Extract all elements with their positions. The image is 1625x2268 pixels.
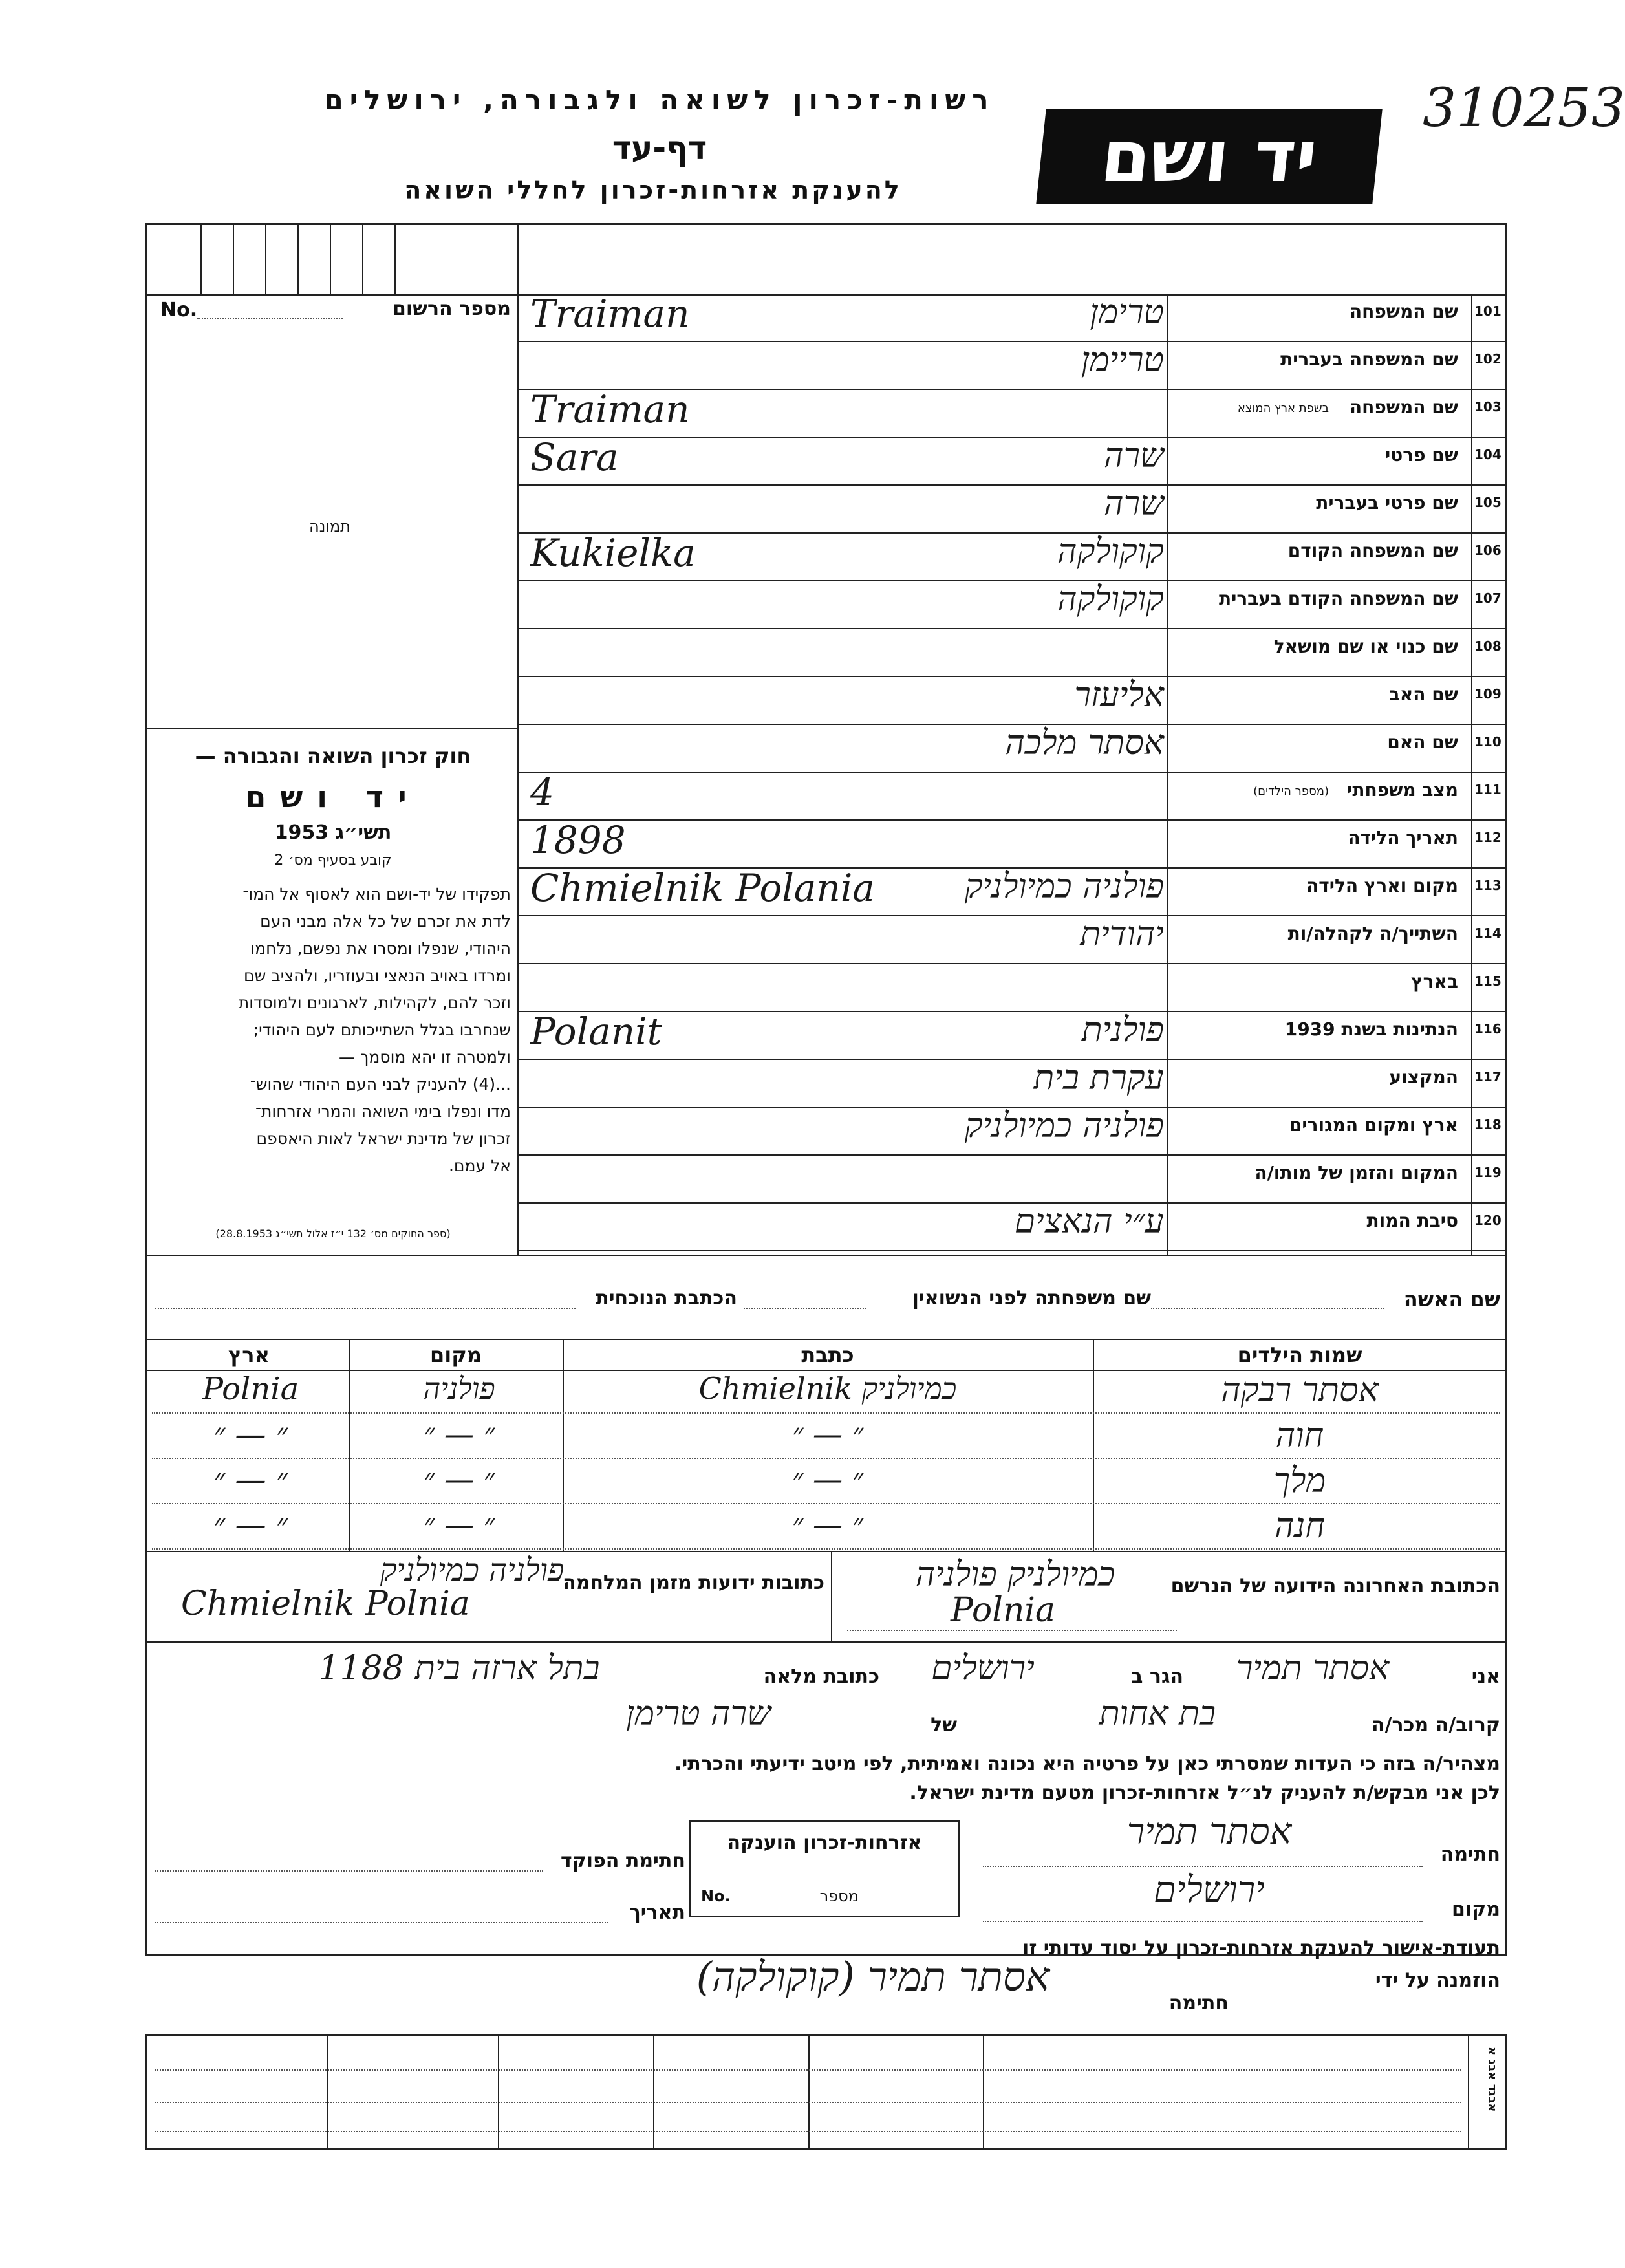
declarant-signature: אסתר תמיר <box>1126 1811 1292 1853</box>
field-row-102 <box>517 342 1507 390</box>
field-value-hebrew: קוקולקה <box>1057 532 1164 571</box>
law-text-10: זכרון של מדינת ישראל לאות היאספם <box>256 1129 511 1148</box>
footer-side-code: אבגד אבג א <box>1485 2047 1499 2112</box>
last-address-hebrew: כמיולניק פולניה <box>915 1555 1115 1594</box>
declarant-i-label: אני <box>1471 1665 1500 1688</box>
child-place: ״ — ״ <box>423 1462 495 1496</box>
declarant-city: ירושלים <box>931 1649 1035 1688</box>
field-value-hebrew: ע״י הנאצים <box>1014 1202 1164 1241</box>
child-address: ״ — ״ <box>791 1416 864 1451</box>
field-row-111 <box>517 770 1507 821</box>
field-value-hebrew: שרה <box>1104 437 1164 475</box>
logo-text: יד ושם <box>1097 115 1322 198</box>
war-address-hebrew: פולניה כמיולניק <box>380 1552 565 1588</box>
law-year: תשי״ג 1953 <box>274 821 392 844</box>
field-label: שם המשפחה הקודם בעברית <box>1218 588 1458 609</box>
field-value-latin: Traiman <box>530 292 690 336</box>
field-value-latin: Sara <box>530 435 619 479</box>
field-label-note: בשפת ארץ המוצא <box>1237 402 1329 415</box>
field-value-hebrew: טרימן <box>1090 293 1164 332</box>
field-label: שם האב <box>1388 684 1458 705</box>
field-number: 113 <box>1474 878 1501 893</box>
field-number: 108 <box>1474 638 1501 654</box>
field-number: 112 <box>1474 830 1501 845</box>
field-value-hebrew: אליעזר <box>1074 676 1164 715</box>
children-header-place: מקום <box>430 1343 482 1367</box>
field-label: הנתינות בשנת 1939 <box>1284 1019 1458 1040</box>
officer-signature-label: חתימת הפוקד <box>561 1850 685 1872</box>
field-row-105 <box>517 486 1507 534</box>
field-row-113 <box>517 866 1507 916</box>
field-number: 101 <box>1474 303 1501 319</box>
child-address: Chmielnik כמיולניק <box>698 1371 957 1406</box>
field-number: 115 <box>1474 973 1501 989</box>
law-text-11: אל עמם. <box>448 1156 511 1175</box>
field-row-118 <box>517 1108 1507 1156</box>
granted-box-title: אזרחות-זכרון הוענקה <box>727 1831 922 1854</box>
authority-title: רשות-זכרון לשואה ולגבורה, ירושלים <box>324 84 995 116</box>
law-text-6: שנחרבו בגלל השתייכותם לעם היהודי; <box>253 1021 511 1039</box>
official-date-label: תאריך <box>629 1901 685 1924</box>
resides-label: הגר ב <box>1131 1665 1183 1688</box>
child-row <box>145 1415 1507 1460</box>
field-row-108 <box>517 629 1507 677</box>
granted-box-number-label: מספר <box>819 1887 859 1905</box>
form-subtitle: להענקת אזרחות-זכרון לחללי השואה <box>404 176 902 204</box>
place-label: מקום <box>1452 1898 1500 1921</box>
current-address-label: הכתבת הנוכחית <box>596 1287 737 1310</box>
field-number: 119 <box>1474 1165 1501 1180</box>
field-row-109 <box>517 677 1507 725</box>
field-label-note: (מספר הילדים) <box>1253 784 1329 798</box>
field-label: מצב משפחתי <box>1347 779 1458 801</box>
field-number: 103 <box>1474 399 1501 415</box>
field-row-115 <box>517 964 1507 1012</box>
child-name: מלך <box>1273 1462 1326 1500</box>
wife-label: שם האשה <box>1403 1287 1500 1312</box>
bottom-grid <box>145 2034 1507 2150</box>
law-clause: קובע בסעיף מס׳ 2 <box>274 852 392 869</box>
field-label: שם המשפחה <box>1349 396 1458 418</box>
field-row-104 <box>517 435 1507 486</box>
law-text-3: היהודי, שנפלו ומסרו את נפשם, נלחמו <box>250 939 511 958</box>
field-number: 102 <box>1474 351 1501 367</box>
law-title: חוק זכרון השואה והגבורה — <box>195 744 471 768</box>
field-row-112 <box>517 818 1507 869</box>
field-label: שם כנוי או שם מושאל <box>1273 636 1458 657</box>
law-text-9: מדו ונפלו בימי השואה והמרי אזרחות־ <box>255 1102 511 1121</box>
child-place: ״ — ״ <box>423 1416 495 1451</box>
child-name: אסתר רבקה <box>1221 1371 1379 1410</box>
law-source: (ספר החוקים מס׳ 132 י״ז אלול תשי״ג 28.8.1953) <box>215 1227 451 1240</box>
field-value-latin: Polanit <box>530 1010 662 1053</box>
field-value-hebrew: פולניה כמיולניק <box>964 1107 1164 1145</box>
law-text-7: ולמטרה זו יהא מוסמך — <box>339 1048 511 1066</box>
field-label: המקצוע <box>1389 1066 1458 1088</box>
field-row-120 <box>517 1204 1507 1251</box>
field-row-103 <box>517 387 1507 438</box>
relation-label: קרוב/ה מכר/ה <box>1371 1714 1500 1736</box>
field-number: 118 <box>1474 1117 1501 1132</box>
archive-number: 310253 <box>1423 78 1625 139</box>
field-number: 107 <box>1474 590 1501 606</box>
field-row-117 <box>517 1060 1507 1108</box>
child-country: ״ — ״ <box>213 1507 288 1543</box>
field-number: 116 <box>1474 1021 1501 1037</box>
field-label: ארץ ומקום המגורים <box>1289 1114 1458 1136</box>
child-place: פולניה <box>423 1371 495 1406</box>
field-number: 104 <box>1474 447 1501 462</box>
field-label: תאריך הלידה <box>1348 827 1458 848</box>
field-label: שם פרטי בעברית <box>1316 492 1458 513</box>
child-address: ״ — ״ <box>791 1462 864 1496</box>
child-name: חנה <box>1274 1507 1326 1546</box>
children-header-country: ארץ <box>228 1343 270 1367</box>
field-value-hebrew: אסתר מלכה <box>1005 724 1164 762</box>
field-label: המקום והזמן של מותו/ה <box>1254 1162 1458 1183</box>
relation-of-name: שרה טרימן <box>625 1694 771 1733</box>
field-label: שם המשפחה בעברית <box>1280 349 1458 370</box>
field-value-hebrew: שרה <box>1104 484 1164 523</box>
law-text-5: וזכר להם, לקהילות, לארגונים ולמוסדות <box>238 993 511 1012</box>
law-text-1: תפקידו של יד-ושם הוא לאסוף אל המו־ <box>242 885 511 903</box>
field-label: השתייך/ה לקהלה/ות <box>1287 923 1458 944</box>
photo-label: תמונה <box>309 517 350 535</box>
declaration-statement-2: לכן אני מבקש/ת להעניק לנ״ל אזרחות-זכרון מטעם מדינת ישראל. <box>909 1782 1500 1804</box>
field-value-hebrew: יהודית <box>1080 915 1164 954</box>
field-value-hebrew: עקרת בית <box>1033 1059 1164 1097</box>
field-row-110 <box>517 725 1507 773</box>
declaration-statement-1: מצהיר/ה בזה כי העדות שמסרתי כאן על פרטיה היא נכונה ואמיתית, לפי מיטב ידיעתי והכרתי. <box>674 1753 1500 1775</box>
citizenship-granted-box <box>689 1820 960 1917</box>
yad-vashem-logo <box>1036 109 1383 204</box>
field-row-116 <box>517 1012 1507 1060</box>
field-label: בארץ <box>1411 971 1458 992</box>
children-header-names: שמות הילדים <box>1237 1343 1362 1367</box>
field-number: 105 <box>1474 495 1501 510</box>
field-number: 120 <box>1474 1213 1501 1228</box>
child-row <box>145 1460 1507 1506</box>
form-title: דף-עד <box>612 129 707 167</box>
child-name: חוה <box>1275 1416 1324 1455</box>
field-value-hebrew: פולניה כמיולניק <box>964 867 1164 906</box>
of-label: של <box>931 1714 957 1736</box>
certificate-signature: אסתר תמיר (קוקולקה) <box>696 1953 1050 2000</box>
last-address-latin: Polnia <box>951 1591 1055 1630</box>
child-address: ״ — ״ <box>791 1507 864 1542</box>
full-address-label: כתובת מלאה <box>763 1665 879 1688</box>
child-row <box>145 1506 1507 1551</box>
field-label: שם המשפחה <box>1349 301 1458 322</box>
law-text-2: לדת את זכרם של כל אלה מבני העם <box>260 912 511 931</box>
declarant-signature-label: חתימה <box>1440 1843 1500 1866</box>
field-label: סיבת המות <box>1366 1210 1458 1231</box>
granted-box-no-label: No. <box>701 1887 731 1905</box>
certificate-line-1: תעודת-אישור להענקת אזרחות-זכרון על יסוד עדותי זו <box>1022 1937 1500 1960</box>
field-number: 110 <box>1474 734 1501 750</box>
law-name: יד ושם <box>245 779 421 814</box>
maiden-name-label: שם משפחתה לפני הנשואין <box>912 1287 1151 1310</box>
field-label: שם המשפחה הקודם <box>1287 540 1458 561</box>
field-value-latin: Traiman <box>530 387 690 431</box>
field-number: 111 <box>1474 782 1501 797</box>
child-country: ״ — ״ <box>213 1462 288 1498</box>
field-label: שם פרטי <box>1384 444 1458 466</box>
certificate-line-2: הוזמנה על ידי <box>1375 1969 1500 1992</box>
declarant-name: אסתר תמיר <box>1236 1649 1390 1688</box>
declarant-place: ירושלים <box>1154 1869 1265 1911</box>
law-text-4: ומרדו באויב הנאצי ובעוזריו, ולהציב שם <box>244 966 511 985</box>
field-value-latin: 1898 <box>530 818 626 862</box>
child-row <box>145 1370 1507 1415</box>
war-address-latin: Chmielnik Polnia <box>181 1584 470 1623</box>
child-country: ״ — ״ <box>213 1416 288 1453</box>
registration-number-label: מספר הרשום <box>393 297 511 320</box>
law-text-8: ...(4) להעניק לבני העם היהודי שהוש־ <box>250 1075 511 1094</box>
field-label: שם האם <box>1387 731 1458 753</box>
field-number: 117 <box>1474 1069 1501 1085</box>
field-value-latin: Kukielka <box>530 531 696 575</box>
declarant-full-address: בתל ארזה בית 1188 <box>318 1649 600 1688</box>
field-row-119 <box>517 1156 1507 1204</box>
field-row-107 <box>517 581 1507 629</box>
field-number: 106 <box>1474 543 1501 558</box>
last-address-label: הכתובת האחרונה הידועה של הנרשם <box>1170 1575 1500 1597</box>
certificate-signature-label: חתימה <box>1168 1992 1229 2014</box>
field-value-hebrew: קוקולקה <box>1057 580 1164 619</box>
field-row-114 <box>517 916 1507 964</box>
field-row-101 <box>517 294 1507 342</box>
field-row-106 <box>517 531 1507 581</box>
children-header-address: כתבת <box>801 1343 854 1367</box>
field-value-latin: 4 <box>530 770 554 814</box>
war-address-label: כתובות ידועות מזמן המלחמה <box>563 1571 824 1594</box>
field-value-hebrew: טריימן <box>1081 341 1164 380</box>
field-number: 109 <box>1474 686 1501 702</box>
declarant-relation: בת אחות <box>1099 1694 1216 1733</box>
field-value-latin: Chmielnik Polania <box>530 866 875 910</box>
field-value-hebrew: פולנית <box>1081 1011 1164 1050</box>
field-number: 114 <box>1474 925 1501 941</box>
registration-no-label: No. <box>160 299 198 321</box>
field-label: מקום וארץ הלידה <box>1306 875 1458 896</box>
child-place: ״ — ״ <box>423 1507 495 1542</box>
child-country: Polnia <box>202 1371 299 1407</box>
